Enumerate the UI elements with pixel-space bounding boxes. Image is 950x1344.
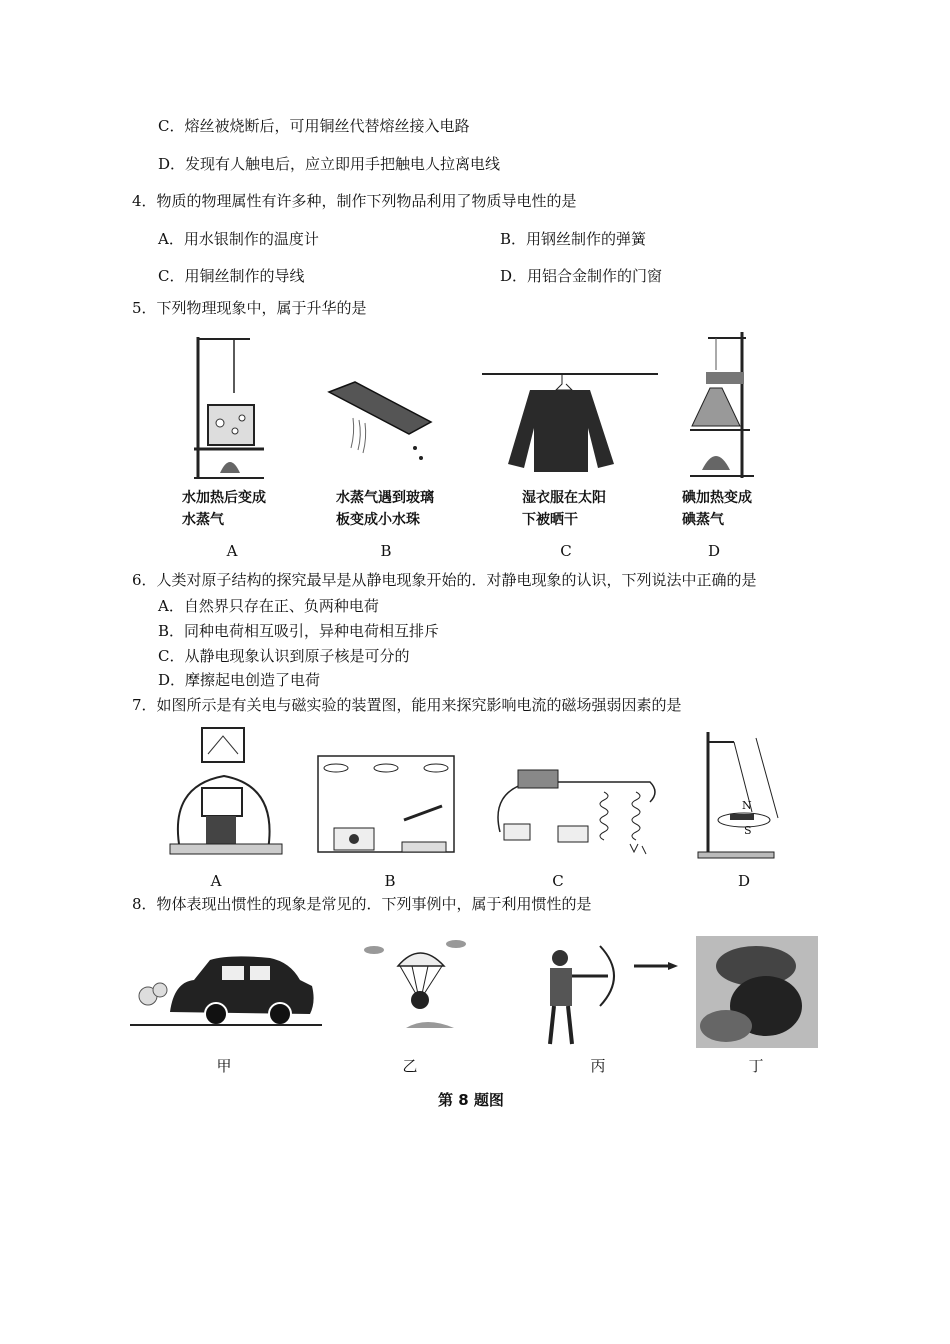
q8-label-yi: 乙 [402,1057,418,1075]
q7-label-b: B [384,872,396,890]
q5-caption-a-line1: 水加热后变成 [182,490,266,506]
q8-stem: 8．物体表现出惯性的现象是常见的．下列事例中，属于利用惯性的是 [132,895,592,913]
q6-stem: 6．人类对原子结构的探究最早是从静电现象开始的．对静电现象的认识，下列说法中正确的是 [132,571,757,589]
q7-figure-b-circuit [314,750,459,860]
q5-caption-b-line1: 水蒸气遇到玻璃 [336,490,434,506]
q4-option-a: A．用水银制作的温度计 [158,230,319,248]
q5-figure-c-sweater-drying [480,368,660,478]
q7-label-a: A [210,872,222,890]
q5-caption-c-line1: 湿衣服在太阳 [522,490,606,506]
q5-figure-b-glass-plate [325,378,435,468]
q4-option-c: C．用铜丝制作的导线 [158,267,305,285]
q5-label-c: C [560,542,572,560]
q4-stem: 4．物质的物理属性有许多种，制作下列物品利用了物质导电性的是 [132,192,577,210]
q7-figure-a-generator [168,726,283,860]
q6-option-a: A．自然界只存在正、负两种电荷 [158,597,379,615]
q7-figure-c-electromagnet [490,752,665,860]
q4-option-b: B．用钢丝制作的弹簧 [500,230,647,248]
q5-label-b: B [380,542,392,560]
q6-option-d: D．摩擦起电创造了电荷 [158,671,321,689]
q5-label-d: D [707,542,721,560]
q7-figure-d-oersted [694,728,794,860]
q5-caption-c-line2: 下被晒干 [522,512,578,528]
q3-option-c: C．熔丝被烧断后，可用铜丝代替熔丝接入电路 [158,117,470,135]
q5-caption-d-line1: 碘加热变成 [682,490,752,506]
q8-figure-jia-car [130,952,322,1032]
q8-label-ding: 丁 [748,1057,764,1075]
q7-label-c: C [552,872,564,890]
q5-caption-a-line2: 水蒸气 [182,512,224,528]
q5-caption-d-line2: 碘蒸气 [682,512,724,528]
q6-option-c: C．从静电现象认识到原子核是可分的 [158,647,410,665]
q7-magnet-s-label: S [744,824,752,837]
q8-label-jia: 甲 [216,1057,232,1075]
q8-figure-yi-parachute [352,936,470,1034]
q8-figure-ding-photo [696,936,818,1048]
q6-option-b: B．同种电荷相互吸引，异种电荷相互排斥 [158,622,440,640]
q5-stem: 5．下列物理现象中，属于升华的是 [132,299,367,317]
q7-stem: 7．如图所示是有关电与磁实验的装置图，能用来探究影响电流的磁场强弱因素的是 [132,696,682,714]
q5-figure-a-beaker-heating [190,333,270,483]
q3-option-d: D．发现有人触电后，应立即用手把触电人拉离电线 [158,155,501,173]
q5-label-a: A [226,542,238,560]
q7-magnet-n-label: N [742,799,752,812]
q5-caption-b-line2: 板变成小水珠 [336,512,420,528]
q7-label-d: D [737,872,751,890]
q8-label-bing: 丙 [590,1057,606,1075]
q4-option-d: D．用铝合金制作的门窗 [500,267,663,285]
q5-figure-d-iodine-flask [688,330,758,480]
q8-figure-title: 第 8 题图 [438,1091,504,1109]
q8-figure-bing-archer [538,940,680,1048]
